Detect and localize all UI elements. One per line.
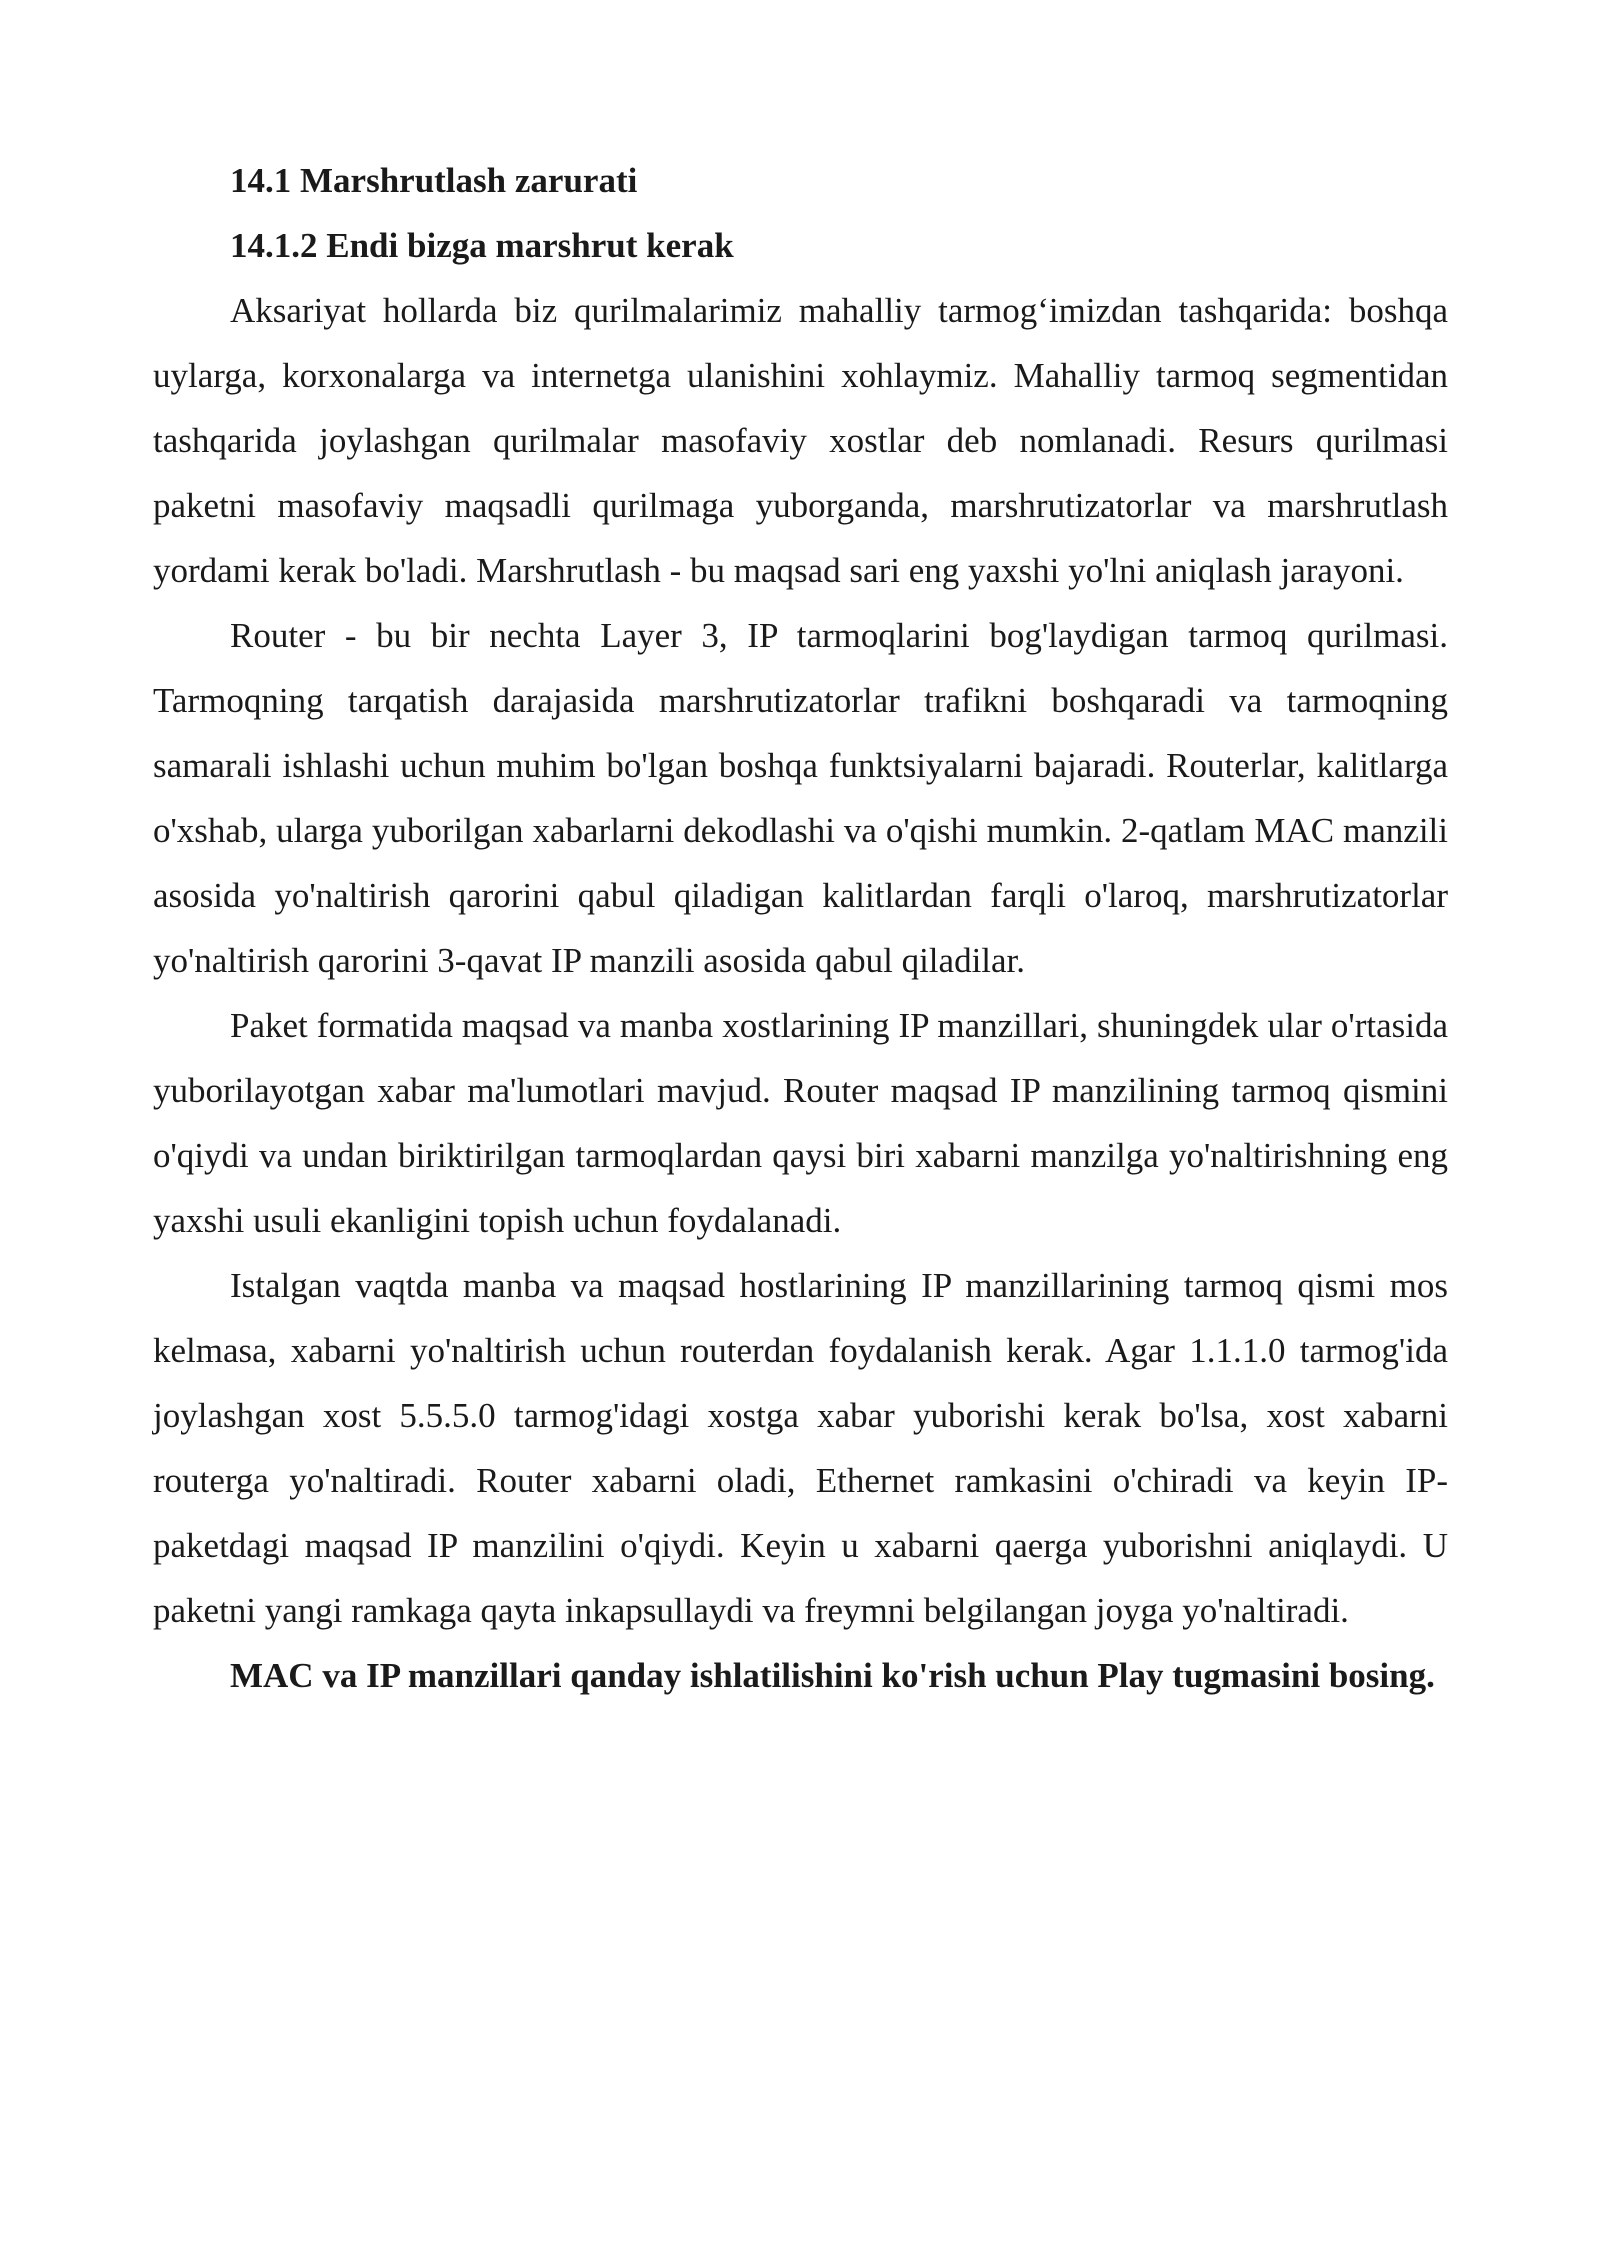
document-body xyxy=(153,148,1448,1708)
paragraph-packet-format: Paket formatida maqsad va manba xostlarining IP manzillari, shuningdek ular o'rtasida yuborilayotgan xabar ma'lumotlari mavjud. Router maqsad IP manzilining tarmoq qismini o'qiydi va undan biriktirilgan tarmoqlardan qaysi biri xabarni manzilga yo'naltirishning eng yaxshi usuli ekanligini topish uchun foydalanadi. xyxy=(153,1006,1448,1240)
subsection-heading: 14.1.2 Endi bizga marshrut kerak xyxy=(230,226,734,265)
section-heading: 14.1 Marshrutlash zarurati xyxy=(230,161,638,200)
paragraph-router-definition: Router - bu bir nechta Layer 3, IP tarmoqlarini bog'laydigan tarmoq qurilmasi. Tarmoqning tarqatish darajasida marshrutizatorlar trafikni boshqaradi va tarmoqning samarali ishlashi uchun muhim bo'lgan boshqa funktsiyalarni bajaradi. Routerlar, kalitlarga o'xshab, ularga yuborilgan xabarlarni dekodlashi va o'qishi mumkin. 2-qatlam MAC manzili asosida yo'naltirish qarorini qabul qiladigan kalitlardan farqli o'laroq, marshrutizatorlar yo'naltirish qarorini 3-qavat IP manzili asosida qabul qiladilar. xyxy=(153,616,1448,980)
paragraph-remote-hosts: Aksariyat hollarda biz qurilmalarimiz mahalliy tarmog‘imizdan tashqarida: boshqa uylarga, korxonalarga va internetga ulanishini xohlaymiz. Mahalliy tarmoq segmentidan tashqarida joylashgan qurilmalar masofaviy xostlar deb nomlanadi. Resurs qurilmasi paketni masofaviy maqsadli qurilmaga yuborganda, marshrutizatorlar va marshrutlash yordami kerak bo'ladi. Marshrutlash - bu maqsad sari eng yaxshi yo'lni aniqlash jarayoni. xyxy=(153,291,1448,590)
paragraph-play-instruction: MAC va IP manzillari qanday ishlatilishini ko'rish uchun Play tugmasini bosing. xyxy=(230,1656,1435,1695)
paragraph-forwarding-example: Istalgan vaqtda manba va maqsad hostlarining IP manzillarining tarmoq qismi mos kelmasa, xabarni yo'naltirish uchun routerdan foydalanish kerak. Agar 1.1.1.0 tarmog'ida joylashgan xost 5.5.5.0 tarmog'idagi xostga xabar yuborishi kerak bo'lsa, xost xabarni routerga yo'naltiradi. Router xabarni oladi, Ethernet ramkasini o'chiradi va keyin IP-paketdagi maqsad IP manzilini o'qiydi. Keyin u xabarni qaerga yuborishni aniqlaydi. U paketni yangi ramkaga qayta inkapsullaydi va freymni belgilangan joyga yo'naltiradi. xyxy=(153,1266,1448,1630)
